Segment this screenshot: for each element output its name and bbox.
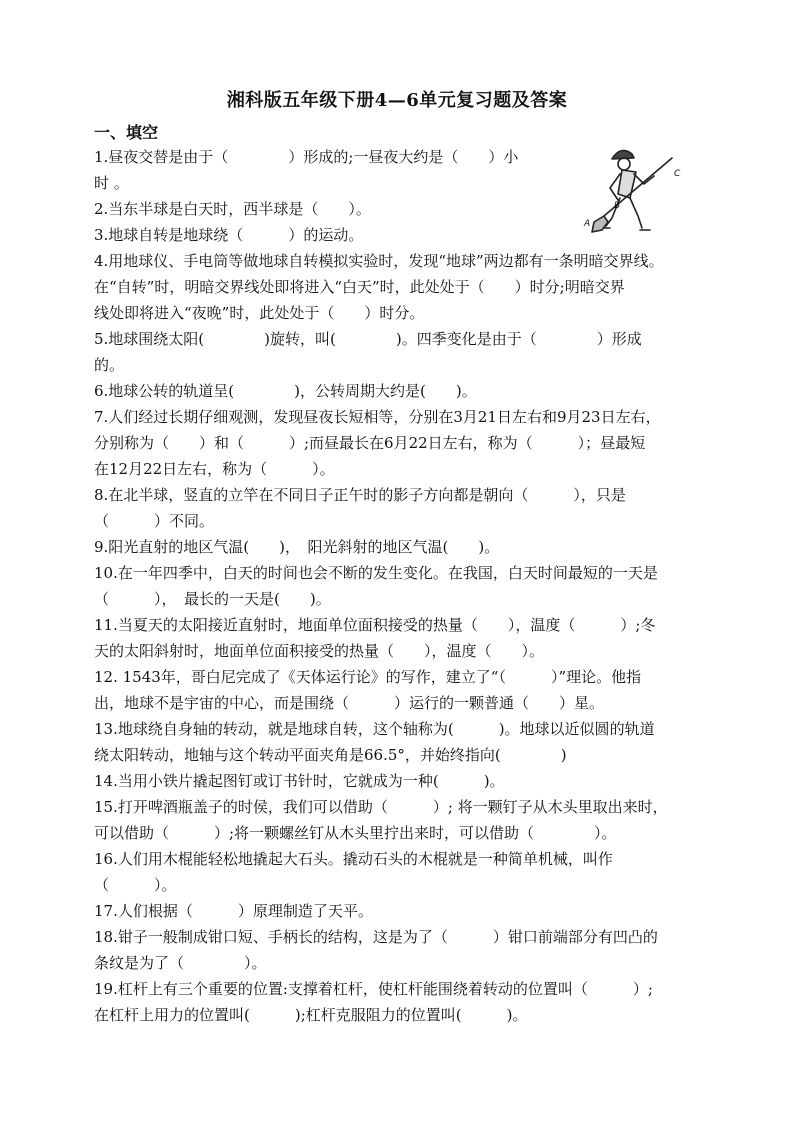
question-line: 8.在北半球，竖直的立竿在不同日子正午时的影子方向都是朝向（ ），只是: [94, 486, 626, 504]
question-line: 11.当夏天的太阳接近直射时，地面单位面积接受的热量（ ），温度（ ）;冬: [94, 616, 656, 634]
question-line: 天的太阳斜射时，地面单位面积接受的热量（ ），温度（ ）。: [94, 642, 545, 660]
question-line: 6.地球公转的轨道呈( )，公转周期大约是( )。: [94, 382, 477, 400]
question-line: （ ）。: [94, 876, 177, 894]
question-line: 在“自转”时，明暗交界线处即将进入“白天”时，此处处于（ ）时分;明暗交界: [94, 278, 625, 296]
section-heading: 一、填空: [94, 123, 159, 142]
question-line: 18.钳子一般制成钳口短、手柄长的结构，这是为了（ ）钳口前端部分有凹凸的: [94, 928, 658, 946]
question-line: 15.打开啤酒瓶盖子的时侯，我们可以借助（ ）; 将一颗钉子从木头里取出来时，: [94, 798, 668, 816]
question-line: 9.阳光直射的地区气温( )， 阳光斜射的地区气温( )。: [94, 538, 500, 556]
worker-with-shovel-icon: [580, 142, 684, 236]
page-title: 湘科版五年级下册4—6单元复习题及答案: [226, 90, 568, 111]
question-line: 10.在一年四季中，白天的时间也会不断的发生变化。在我国，白天时间最短的一天是: [94, 564, 658, 582]
question-line: 4.用地球仪、手电筒等做地球自转模拟实验时，发现“地球”两边都有一条明暗交界线。: [94, 252, 664, 270]
question-line: 出，地球不是宇宙的中心，而是围绕（ ）运行的一颗普通（ ）星。: [94, 694, 605, 712]
question-line: 12. 1543年，哥白尼完成了《天体运行论》的写作，建立了“（ ）”理论。他指: [94, 668, 642, 686]
question-line: 时 。: [94, 174, 129, 192]
question-line: 2.当东半球是白天时，西半球是（ ）。: [94, 200, 371, 218]
label-a: A: [584, 219, 591, 229]
question-line: 在杠杆上用力的位置叫( );杠杆克服阻力的位置叫( )。: [94, 1006, 528, 1024]
question-line: 线处即将进入“夜晚”时，此处处于（ ）时分。: [94, 304, 425, 322]
question-line: 分别称为（ ）和（ ）;而昼最长在6月22日左右，称为（ ）；昼最短: [94, 434, 646, 452]
question-line: 13.地球绕自身轴的转动，就是地球自转，这个轴称为( )。地球以近似圆的轨道: [94, 720, 655, 738]
question-line: 条纹是为了（ ）。: [94, 954, 267, 972]
label-b: B: [614, 201, 621, 211]
question-line: （ ）不同。: [94, 512, 215, 530]
question-line: 16.人们用木棍能轻松地撬起大石头。撬动石头的木棍就是一种简单机械，叫作: [94, 850, 613, 868]
question-line: 14.当用小铁片撬起图钉或订书针时，它就成为一种( )。: [94, 772, 505, 790]
question-line: 3.地球自转是地球绕（ ）的运动。: [94, 226, 364, 244]
question-line: 17.人们根据（ ）原理制造了天平。: [94, 902, 373, 920]
question-line: 在12月22日左右，称为（ ）。: [94, 460, 335, 478]
question-line: 5.地球围绕太阳( )旋转，叫( )。四季变化是由于（ ）形成: [94, 330, 642, 348]
question-line: 7.人们经过长期仔细观测，发现昼夜长短相等，分别在3月21日左右和9月23日左右，: [94, 408, 661, 426]
question-line: 1.昼夜交替是由于（ ）形成的;一昼夜大约是（ ）小: [94, 148, 519, 166]
question-line: （ ）， 最长的一天是( )。: [94, 590, 331, 608]
label-c: C: [674, 169, 681, 179]
question-line: 的。: [94, 356, 125, 374]
question-line: 19.杠杆上有三个重要的位置:支撑着杠杆，使杠杆能围绕着转动的位置叫（ ）;: [94, 980, 653, 998]
question-line: 可以借助（ ）;将一颗螺丝钉从木头里拧出来时，可以借助（ ）。: [94, 824, 617, 842]
question-line: 绕太阳转动，地轴与这个转动平面夹角是66.5°，并始终指向( ): [94, 746, 567, 764]
